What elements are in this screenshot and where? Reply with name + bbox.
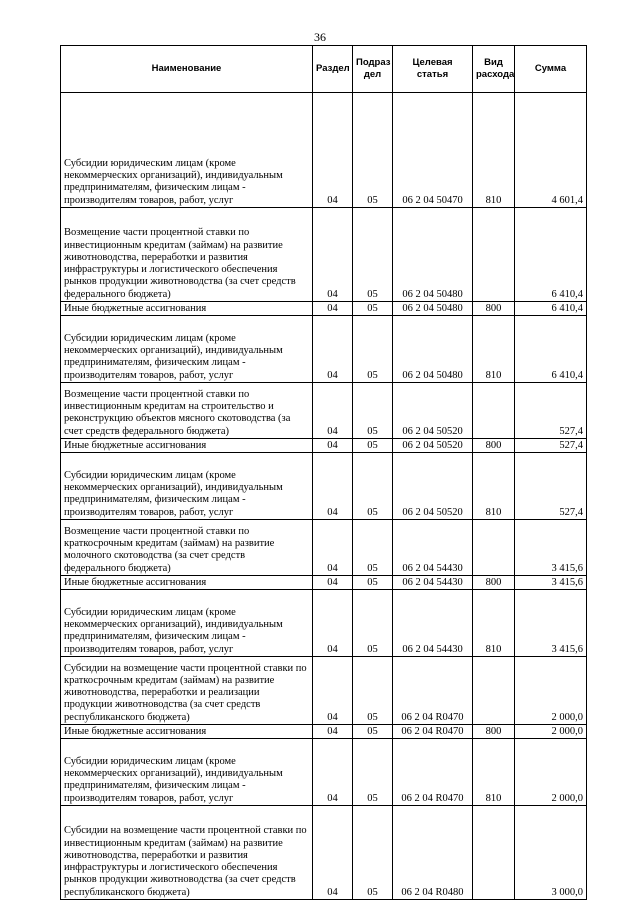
row-name: Субсидии юридическим лицам (кроме некоммерческих организаций), индивидуальным предпринимателям, физическим лицам - производителям товаров, работ, услуг [61,316,313,383]
row-amount: 6 410,4 [515,208,587,302]
row-section: 04 [313,439,353,453]
row-target: 06 2 04 50480 [393,208,473,302]
row-amount: 3 000,0 [515,806,587,900]
row-amount: 6 410,4 [515,302,587,316]
row-target: 06 2 04 R0470 [393,725,473,739]
row-amount: 527,4 [515,453,587,520]
row-subsection: 05 [353,316,393,383]
row-target: 06 2 04 54430 [393,590,473,657]
row-section: 04 [313,739,353,806]
row-expense-type: 810 [473,316,515,383]
row-expense-type [473,806,515,900]
row-name: Возмещение части процентной ставки по краткосрочным кредитам (займам) на развитие молочного скотоводства (за счет средств федерального бюджета) [61,520,313,576]
row-subsection: 05 [353,576,393,590]
row-section: 04 [313,208,353,302]
row-amount: 3 415,6 [515,576,587,590]
row-section: 04 [313,806,353,900]
row-section: 04 [313,725,353,739]
header-expense-type: Вид расхода [473,46,515,93]
row-target: 06 2 04 R0470 [393,739,473,806]
budget-table [60,45,587,900]
row-section: 04 [313,383,353,439]
row-subsection: 05 [353,739,393,806]
row-amount: 4 601,4 [515,93,587,208]
page-number: 36 [314,30,326,44]
row-subsection: 05 [353,520,393,576]
row-amount: 2 000,0 [515,725,587,739]
row-name: Возмещение части процентной ставки по инвестиционным кредитам (займам) на развитие животноводства, переработки и развития инфраструктуры и логистического обеспечения рынков продукции животноводства (за счет средств федерального бюджета) [61,208,313,302]
row-expense-type: 800 [473,576,515,590]
row-section: 04 [313,576,353,590]
row-expense-type [473,383,515,439]
table-row [61,725,587,739]
row-target: 06 2 04 50520 [393,383,473,439]
row-section: 04 [313,453,353,520]
row-target: 06 2 04 R0480 [393,806,473,900]
row-name: Субсидии на возмещение части процентной ставки по краткосрочным кредитам (займам) на развитие животноводства, переработки и реализации продукции животноводства (за счет средств республиканского бюджета) [61,657,313,725]
row-subsection: 05 [353,208,393,302]
row-amount: 2 000,0 [515,657,587,725]
table-row [61,439,587,453]
row-section: 04 [313,590,353,657]
row-section: 04 [313,93,353,208]
row-target: 06 2 04 54430 [393,576,473,590]
row-section: 04 [313,657,353,725]
table-row [61,520,587,576]
row-amount: 6 410,4 [515,316,587,383]
row-target: 06 2 04 50480 [393,316,473,383]
table-row [61,657,587,725]
table-row [61,739,587,806]
row-expense-type: 810 [473,739,515,806]
row-name: Субсидии юридическим лицам (кроме некоммерческих организаций), индивидуальным предпринимателям, физическим лицам - производителям товаров, работ, услуг [61,93,313,208]
row-subsection: 05 [353,590,393,657]
header-amount: Сумма [515,46,587,93]
row-name: Субсидии юридическим лицам (кроме некоммерческих организаций), индивидуальным предпринимателям, физическим лицам - производителям товаров, работ, услуг [61,739,313,806]
row-target: 06 2 04 R0470 [393,657,473,725]
table-row [61,208,587,302]
row-target: 06 2 04 54430 [393,520,473,576]
row-amount: 527,4 [515,439,587,453]
table-row [61,93,587,208]
row-name: Субсидии на возмещение части процентной ставки по инвестиционным кредитам (займам) на развитие животноводства, переработки и развития инфраструктуры и логистического обеспечения рынков продукции животноводства (за счет средств республиканского бюджета) [61,806,313,900]
row-expense-type [473,657,515,725]
row-expense-type: 800 [473,439,515,453]
header-subsection: Подраз дел [353,46,393,93]
row-subsection: 05 [353,453,393,520]
table-row [61,316,587,383]
row-expense-type [473,520,515,576]
row-target: 06 2 04 50520 [393,453,473,520]
row-target: 06 2 04 50520 [393,439,473,453]
row-expense-type: 810 [473,453,515,520]
row-amount: 2 000,0 [515,739,587,806]
row-target: 06 2 04 50480 [393,302,473,316]
row-name: Иные бюджетные ассигнования [61,725,313,739]
table-header-row [61,46,587,93]
row-expense-type: 810 [473,590,515,657]
table-row [61,590,587,657]
row-name: Субсидии юридическим лицам (кроме некоммерческих организаций), индивидуальным предпринимателям, физическим лицам - производителям товаров, работ, услуг [61,453,313,520]
header-name: Наименование [61,46,313,93]
row-amount: 3 415,6 [515,590,587,657]
table-row [61,576,587,590]
row-subsection: 05 [353,302,393,316]
row-subsection: 05 [353,93,393,208]
header-section: Раздел [313,46,353,93]
row-section: 04 [313,302,353,316]
row-subsection: 05 [353,657,393,725]
row-name: Возмещение части процентной ставки по инвестиционным кредитам на строительство и реконструкцию объектов мясного скотоводства (за счет средств федерального бюджета) [61,383,313,439]
row-section: 04 [313,316,353,383]
header-target: Целевая статья [393,46,473,93]
row-expense-type: 810 [473,93,515,208]
row-name: Иные бюджетные ассигнования [61,439,313,453]
table-row [61,302,587,316]
row-amount: 527,4 [515,383,587,439]
row-target: 06 2 04 50470 [393,93,473,208]
table-row [61,806,587,900]
row-amount: 3 415,6 [515,520,587,576]
row-subsection: 05 [353,725,393,739]
table-row [61,383,587,439]
row-section: 04 [313,520,353,576]
row-name: Иные бюджетные ассигнования [61,576,313,590]
row-subsection: 05 [353,383,393,439]
row-subsection: 05 [353,806,393,900]
row-name: Субсидии юридическим лицам (кроме некоммерческих организаций), индивидуальным предпринимателям, физическим лицам - производителям товаров, работ, услуг [61,590,313,657]
row-expense-type: 800 [473,302,515,316]
row-name: Иные бюджетные ассигнования [61,302,313,316]
table-row [61,453,587,520]
row-expense-type: 800 [473,725,515,739]
row-subsection: 05 [353,439,393,453]
row-expense-type [473,208,515,302]
